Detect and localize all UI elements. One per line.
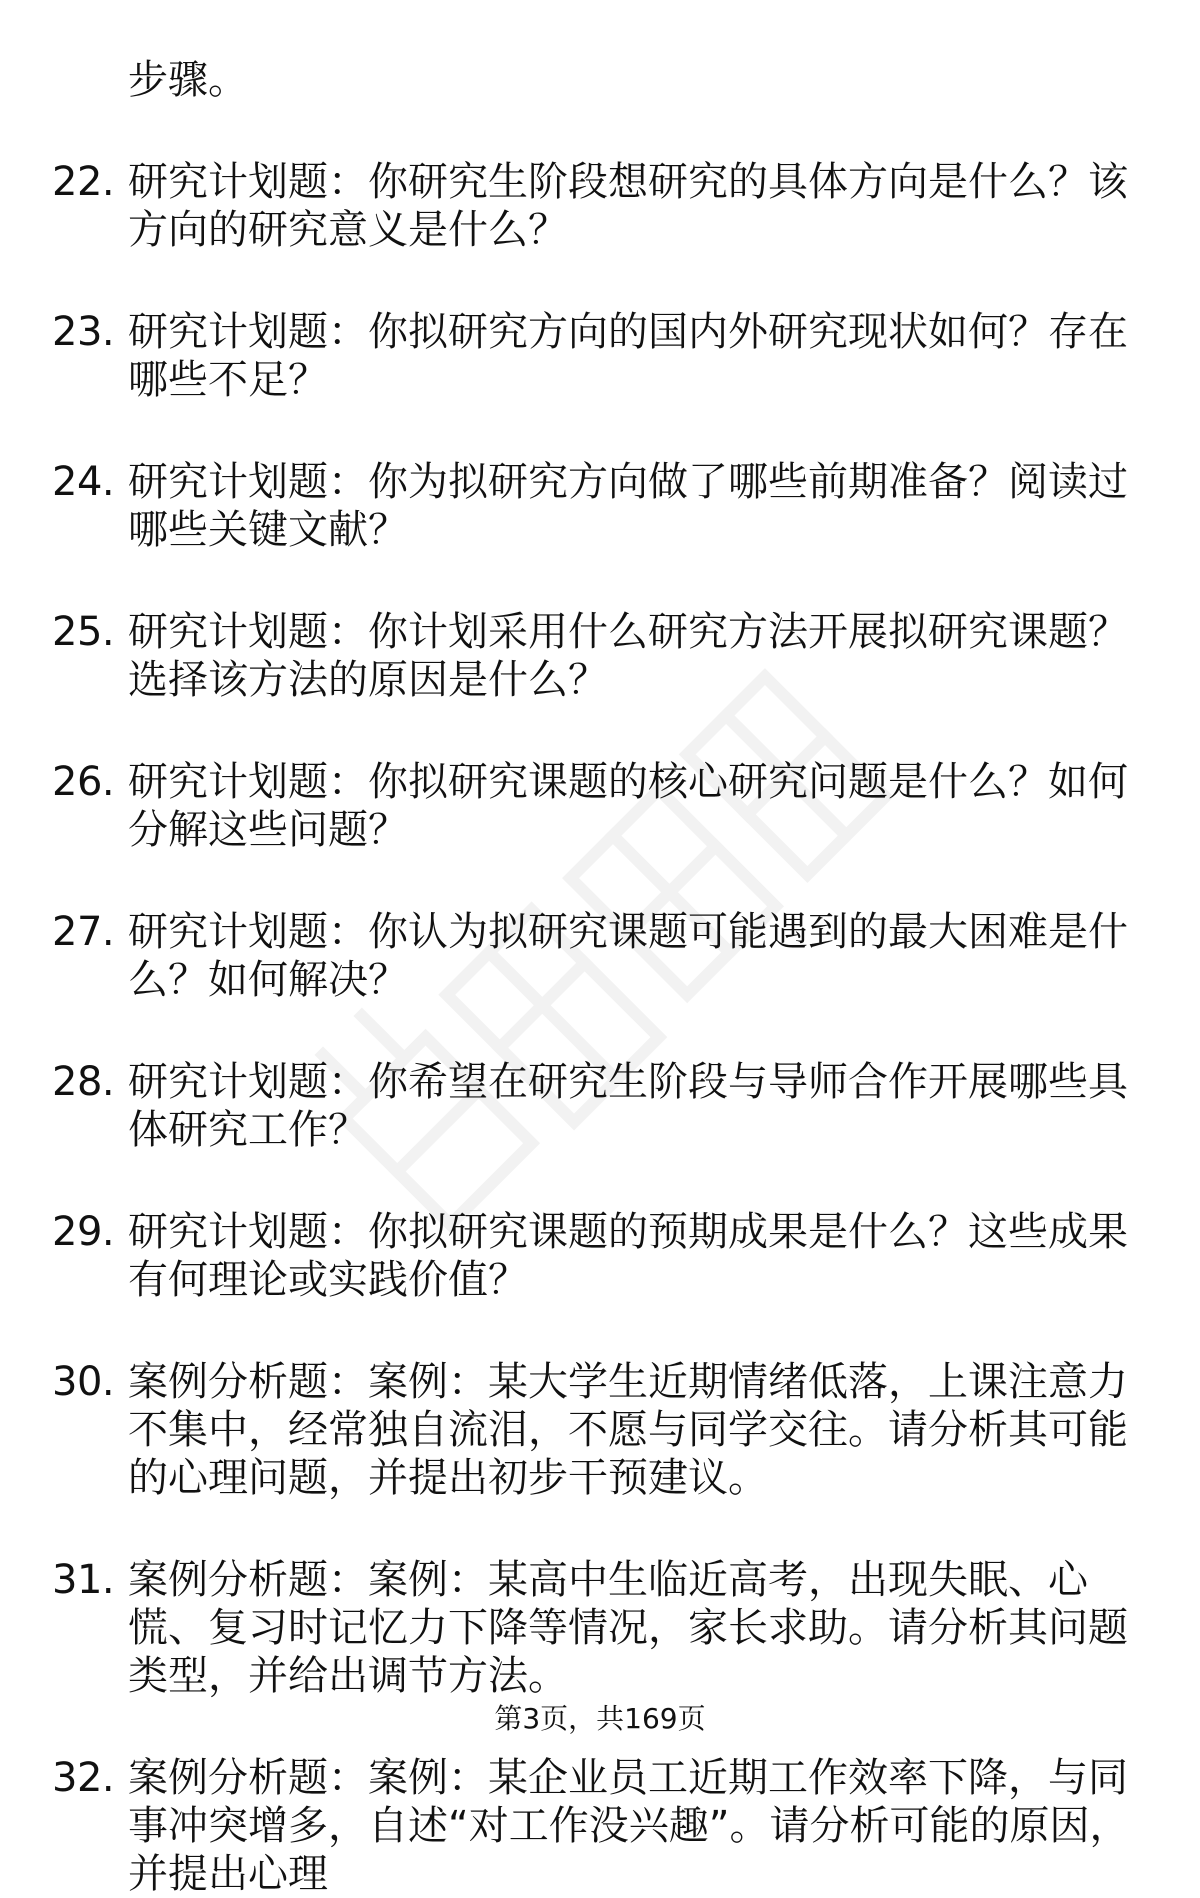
list-item [52, 758, 1150, 854]
item-spacing [52, 1502, 1150, 1556]
list-item [52, 908, 1150, 1004]
page-footer: 第3页，共169页 [494, 1702, 706, 1735]
item-text: 研究计划题：你认为拟研究课题可能遇到的最大困难是什么？如何解决？ [128, 909, 1128, 1003]
list-item [52, 1754, 1150, 1898]
list-item [52, 1556, 1150, 1700]
list-item [52, 1058, 1150, 1154]
item-text: 案例分析题：案例：某大学生近期情绪低落，上课注意力不集中，经常独自流泪，不愿与同学交往。请分析其可能的心理问题，并提出初步干预建议。 [128, 1359, 1128, 1501]
list-item [52, 158, 1150, 254]
item-number: 22. [52, 159, 115, 205]
list-item [52, 1358, 1150, 1502]
item-number: 32. [52, 1755, 115, 1801]
item-text: 研究计划题：你拟研究方向的国内外研究现状如何？存在哪些不足？ [128, 309, 1128, 403]
item-spacing [52, 1304, 1150, 1358]
list-item [52, 1208, 1150, 1304]
item-number: 29. [52, 1209, 115, 1255]
item-text: 研究计划题：你研究生阶段想研究的具体方向是什么？该方向的研究意义是什么？ [128, 159, 1128, 253]
item-spacing [52, 854, 1150, 908]
previous-item-continuation: 步骤。 [128, 57, 248, 103]
item-text: 研究计划题：你为拟研究方向做了哪些前期准备？阅读过哪些关键文献？ [128, 459, 1128, 553]
item-number: 30. [52, 1359, 115, 1405]
item-text: 案例分析题：案例：某高中生临近高考，出现失眠、心慌、复习时记忆力下降等情况，家长求助。请分析其问题类型，并给出调节方法。 [128, 1557, 1128, 1699]
item-number: 28. [52, 1059, 115, 1105]
item-text: 研究计划题：你拟研究课题的预期成果是什么？这些成果有何理论或实践价值？ [128, 1209, 1128, 1303]
question-list [52, 56, 1150, 1898]
item-spacing [52, 404, 1150, 458]
item-number: 24. [52, 459, 115, 505]
item-spacing [52, 1004, 1150, 1058]
item-spacing [52, 554, 1150, 608]
list-item [52, 608, 1150, 704]
item-number: 31. [52, 1557, 115, 1603]
item-number: 23. [52, 309, 115, 355]
item-text: 研究计划题：你希望在研究生阶段与导师合作开展哪些具体研究工作？ [128, 1059, 1128, 1153]
list-item [52, 308, 1150, 404]
item-number: 27. [52, 909, 115, 955]
item-spacing [52, 1154, 1150, 1208]
item-text: 研究计划题：你拟研究课题的核心研究问题是什么？如何分解这些问题？ [128, 759, 1128, 853]
item-spacing [52, 704, 1150, 758]
item-text: 案例分析题：案例：某企业员工近期工作效率下降，与同事冲突增多，自述“对工作没兴趣”。请分析可能的原因，并提出心理 [128, 1755, 1130, 1897]
item-number: 26. [52, 759, 115, 805]
item-text: 研究计划题：你计划采用什么研究方法开展拟研究课题？选择该方法的原因是什么？ [128, 609, 1128, 703]
list-item [52, 458, 1150, 554]
item-spacing [52, 254, 1150, 308]
item-number: 25. [52, 609, 115, 655]
